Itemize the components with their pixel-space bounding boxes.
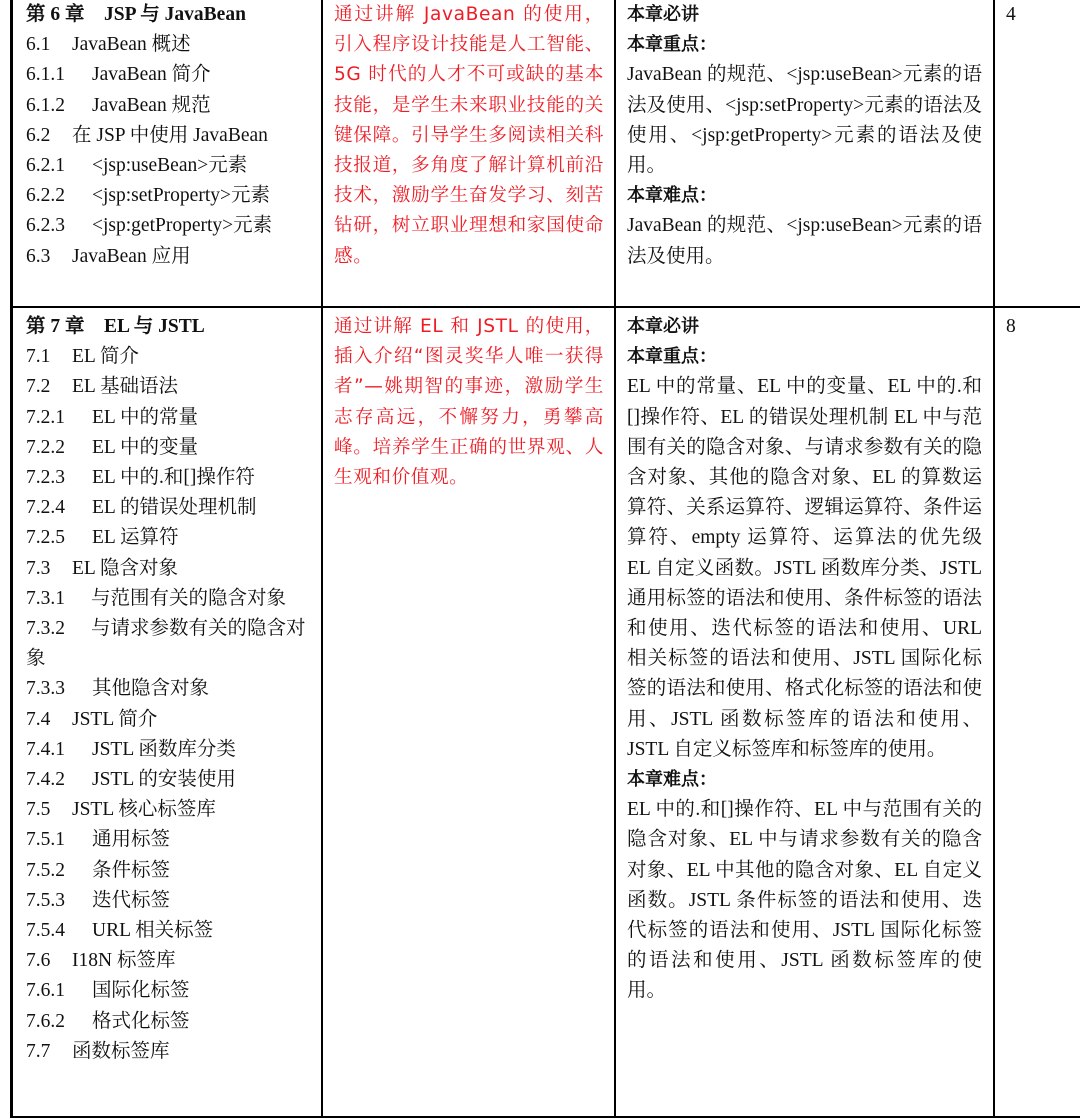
outline-item: 7.5 JSTL 核心标签库 bbox=[26, 795, 313, 825]
key-points-text: EL 中的常量、EL 中的变量、EL 中的.和[]操作符、EL 的错误处理机制 EL 中与范围有关的隐含对象、与请求参数有关的隐含对象、其他的隐含对象、EL 的算数运算符、关系运算符、逻辑运算符、条件运算符、empty 运算符、运算法的优先级 EL 自定义函数。JSTL 函数库分类、JSTL 通用标签的语法和使用、条件标签的语法和使用、迭代标签的语法和使用、URL 相关标签的语法和使用、JSTL 国际化标签的语法和使用、格式化标签的语法和使用、JSTL 函数标签库的语法和使用、JSTL 自定义标签库和标签库的使用。 bbox=[627, 372, 982, 765]
outline-item: 7.3.1 与范围有关的隐含对象 bbox=[26, 584, 313, 614]
outline-item: 7.3.2 与请求参数有关的隐含对象 bbox=[26, 614, 313, 674]
key-points-label: 本章重点： bbox=[627, 30, 982, 60]
chapter-title: 第 6 章 JSP 与 JavaBean bbox=[26, 0, 313, 30]
key-points-label: 本章重点： bbox=[627, 342, 982, 372]
ideology-text: 通过讲解 JavaBean 的使用，引入程序设计技能是人工智能、5G 时代的人才不可或缺的基本技能，是学生未来职业技能的关键保障。引导学生多阅读相关科技报道，多角度了解计算机前沿技术，激励学生奋发学习、刻苦钻研，树立职业理想和家国使命感。 bbox=[334, 0, 604, 272]
outline-item: 7.2 EL 基础语法 bbox=[26, 372, 313, 402]
outline-item: 7.1 EL 简介 bbox=[26, 342, 313, 372]
ideology-cell bbox=[322, 0, 615, 307]
outline-item: 7.5.3 迭代标签 bbox=[26, 886, 313, 916]
hours-cell bbox=[994, 0, 1080, 307]
outline-item: 6.2.2 <jsp:setProperty>元素 bbox=[26, 181, 313, 211]
table-row-chapter-7 bbox=[12, 307, 1080, 1117]
outline-item: 6.1.1 JavaBean 简介 bbox=[26, 60, 313, 90]
outline-item: 7.2.2 EL 中的变量 bbox=[26, 433, 313, 463]
outline-item: 7.6 I18N 标签库 bbox=[26, 946, 313, 976]
must-teach-label: 本章必讲 bbox=[627, 312, 982, 342]
outline-item: 6.2.1 <jsp:useBean>元素 bbox=[26, 151, 313, 181]
difficulties-label: 本章难点： bbox=[627, 765, 982, 795]
outline-item: 7.5.2 条件标签 bbox=[26, 856, 313, 886]
ideology-cell bbox=[322, 307, 615, 1117]
outline-item: 6.2.3 <jsp:getProperty>元素 bbox=[26, 211, 313, 241]
outline-item: 7.2.4 EL 的错误处理机制 bbox=[26, 493, 313, 523]
outline-item: 7.5.4 URL 相关标签 bbox=[26, 916, 313, 946]
outline-item: 7.4 JSTL 简介 bbox=[26, 705, 313, 735]
table-row-chapter-6 bbox=[12, 0, 1080, 307]
teaching-content-cell bbox=[615, 0, 994, 307]
outline-item: 6.1.2 JavaBean 规范 bbox=[26, 91, 313, 121]
outline-item: 7.2.5 EL 运算符 bbox=[26, 523, 313, 553]
difficulties-text: JavaBean 的规范、<jsp:useBean>元素的语法及使用。 bbox=[627, 211, 982, 271]
syllabus-table bbox=[10, 0, 1080, 1118]
outline-item: 7.7 函数标签库 bbox=[26, 1037, 313, 1067]
teaching-content-cell bbox=[615, 307, 994, 1117]
outline-item: 6.1 JavaBean 概述 bbox=[26, 30, 313, 60]
outline-item: 7.2.3 EL 中的.和[]操作符 bbox=[26, 463, 313, 493]
hours-cell bbox=[994, 307, 1080, 1117]
outline-item: 6.3 JavaBean 应用 bbox=[26, 242, 313, 272]
ideology-text: 通过讲解 EL 和 JSTL 的使用，插入介绍“图灵奖华人唯一获得者”—姚期智的事迹，激励学生志存高远，不懈努力，勇攀高峰。培养学生正确的世界观、人生观和价值观。 bbox=[334, 312, 604, 493]
key-points-text: JavaBean 的规范、<jsp:useBean>元素的语法及使用、<jsp:setProperty>元素的语法及使用、<jsp:getProperty>元素的语法及使用。 bbox=[627, 60, 982, 181]
outline-item: 7.4.2 JSTL 的安装使用 bbox=[26, 765, 313, 795]
hours-value: 8 bbox=[1006, 312, 1076, 342]
outline-item: 7.2.1 EL 中的常量 bbox=[26, 403, 313, 433]
hours-value: 4 bbox=[1006, 0, 1076, 30]
outline-item: 7.3.3 其他隐含对象 bbox=[26, 674, 313, 704]
difficulties-text: EL 中的.和[]操作符、EL 中与范围有关的隐含对象、EL 中与请求参数有关的隐含对象、EL 中其他的隐含对象、EL 自定义函数。JSTL 条件标签的语法和使用、迭代标签的语法和使用、JSTL 国际化标签的语法和使用、JSTL 函数标签库的使用。 bbox=[627, 795, 982, 1006]
difficulties-label: 本章难点： bbox=[627, 181, 982, 211]
outline-item: 7.6.1 国际化标签 bbox=[26, 976, 313, 1006]
outline-item: 7.3 EL 隐含对象 bbox=[26, 554, 313, 584]
outline-item: 7.6.2 格式化标签 bbox=[26, 1007, 313, 1037]
must-teach-label: 本章必讲 bbox=[627, 0, 982, 30]
outline-item: 7.5.1 通用标签 bbox=[26, 825, 313, 855]
outline-item: 7.4.1 JSTL 函数库分类 bbox=[26, 735, 313, 765]
chapter-outline-cell bbox=[12, 307, 323, 1117]
chapter-outline-cell bbox=[12, 0, 323, 307]
outline-item: 6.2 在 JSP 中使用 JavaBean bbox=[26, 121, 313, 151]
chapter-title: 第 7 章 EL 与 JSTL bbox=[26, 312, 313, 342]
